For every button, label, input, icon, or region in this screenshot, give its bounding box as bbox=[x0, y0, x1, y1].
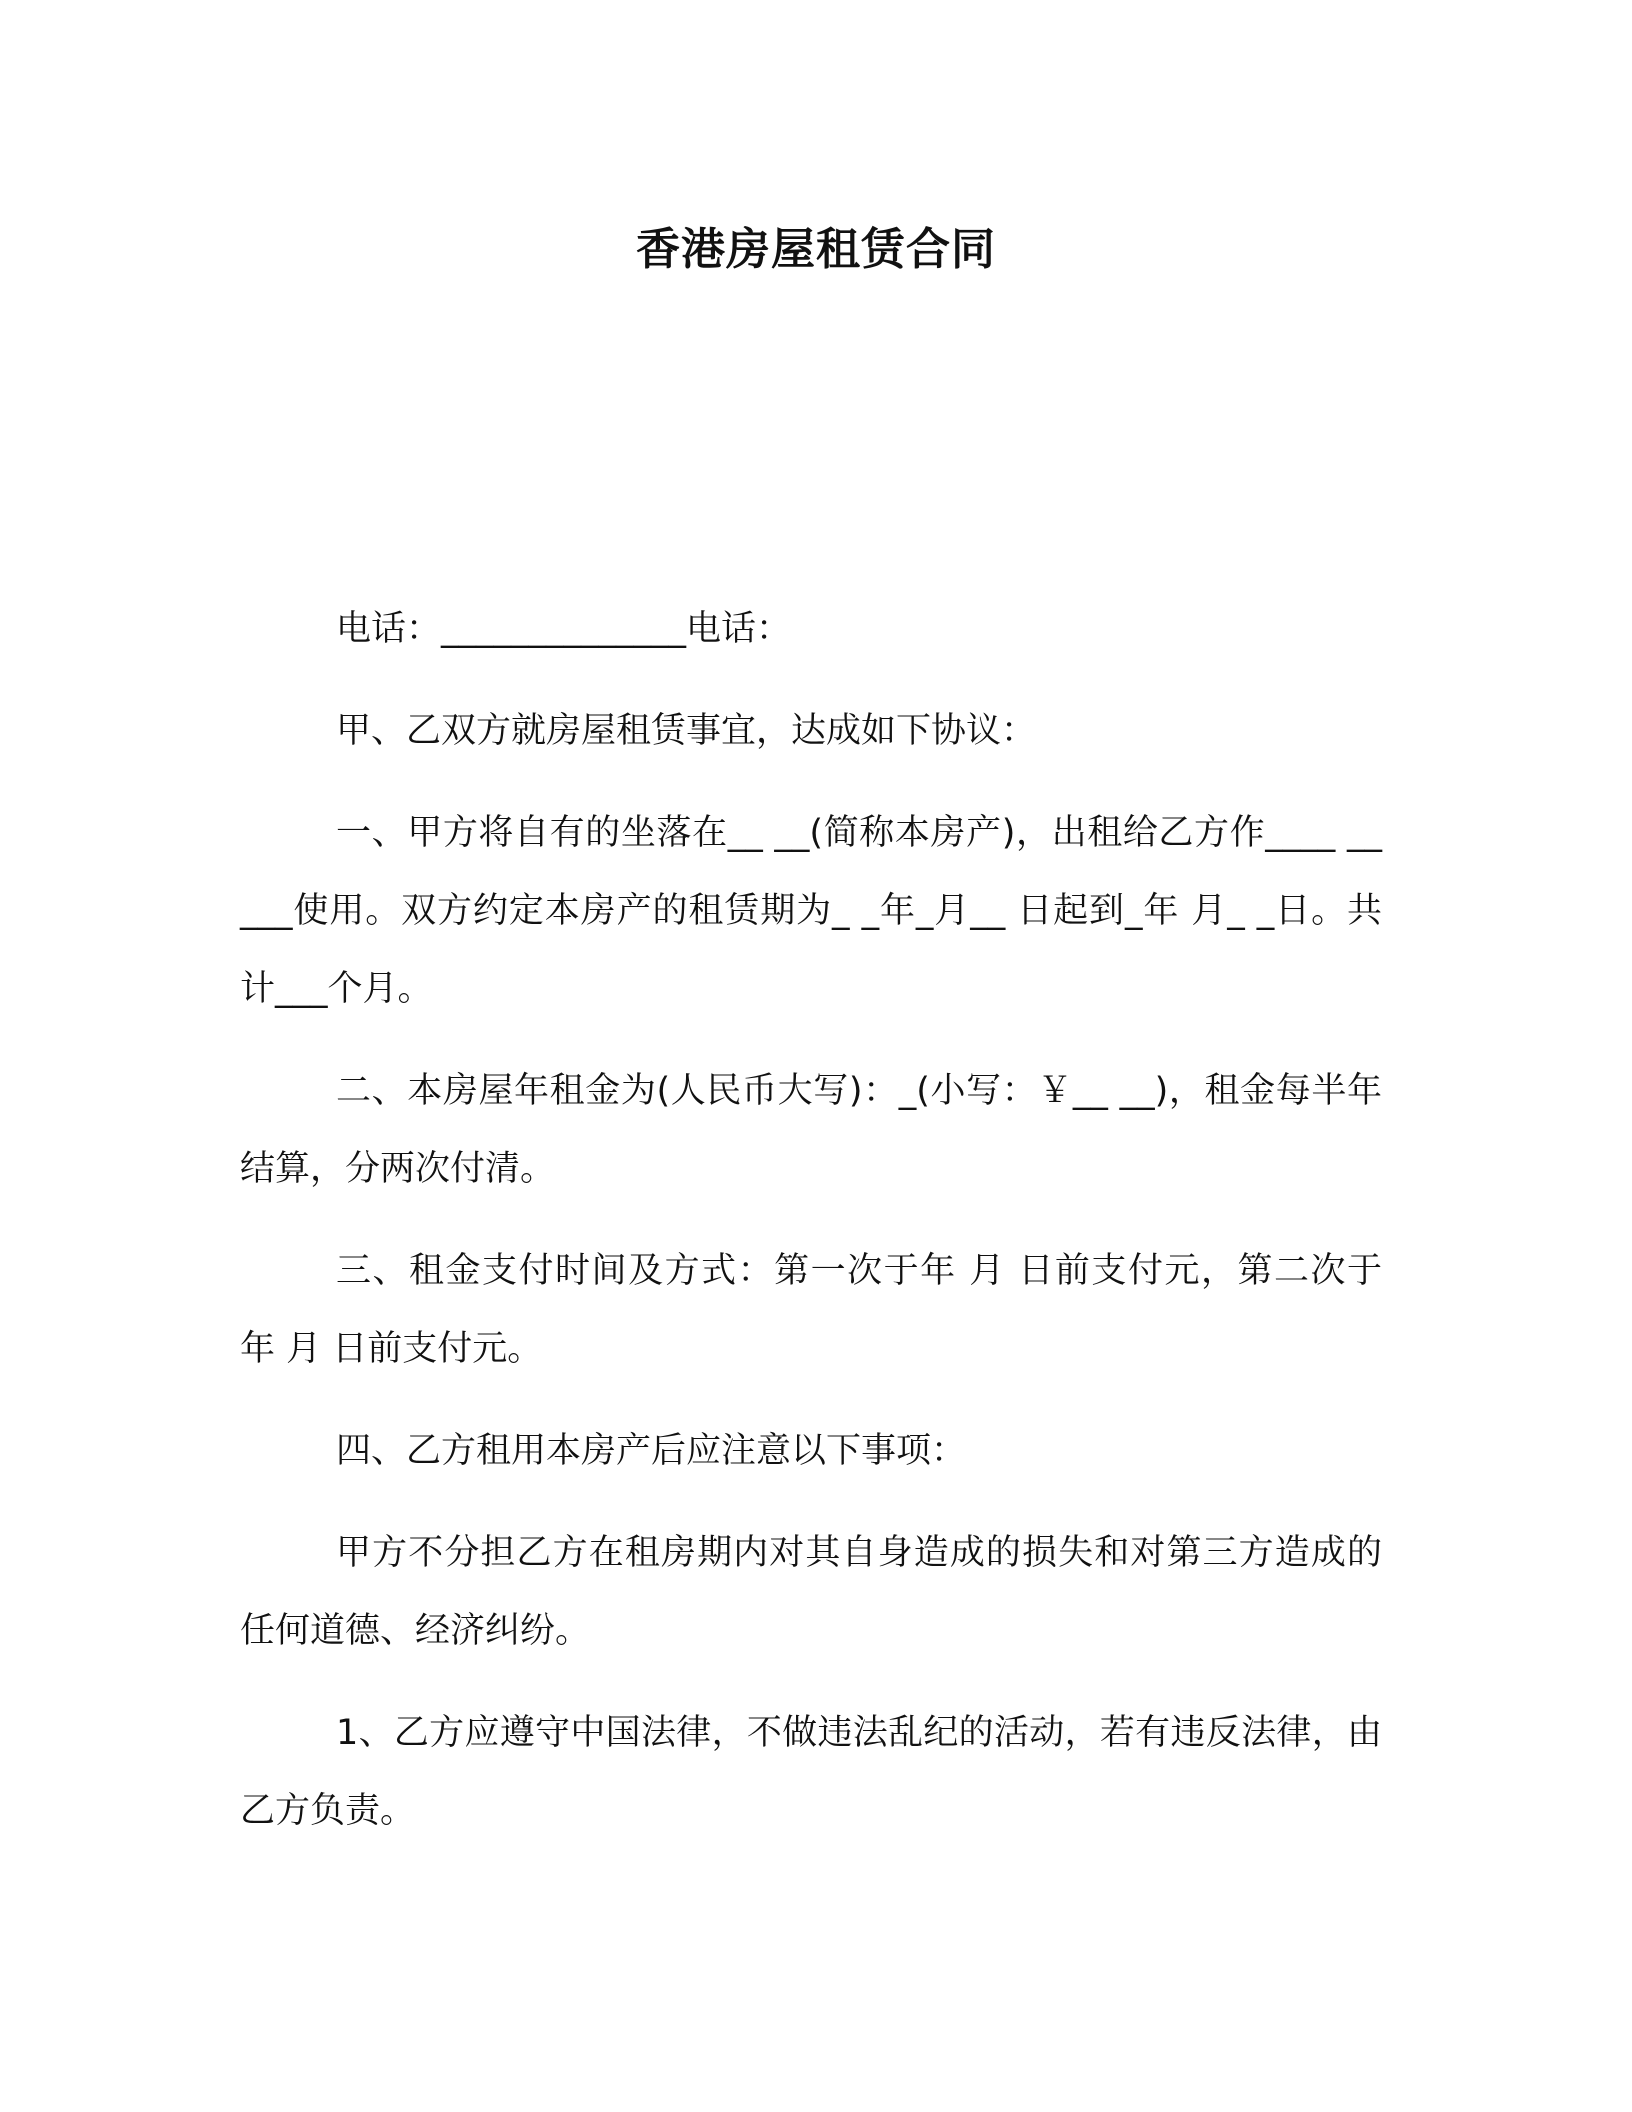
paragraph-agreement-intro: 甲、乙双方就房屋租赁事宜，达成如下协议： bbox=[336, 711, 1037, 751]
paragraph-clause-1: 一、甲方将自有的坐落在__ __(简称本房产)，出租给乙方作____ _____使用。双方约定本房产的租赁期为_ _年_月__ 日起到_年 月_ _日。共计___个月。 bbox=[240, 813, 1382, 1009]
paragraph-clause-3: 三、租金支付时间及方式：第一次于年 月 日前支付元，第二次于 年 月 日前支付元。 bbox=[240, 1251, 1382, 1369]
paragraph-phone: 电话：______________电话： bbox=[336, 609, 792, 649]
paragraph-item-1: 1、乙方应遵守中国法律，不做违法乱纪的活动，若有违反法律，由乙方负责。 bbox=[240, 1713, 1382, 1831]
paragraph-liability: 甲方不分担乙方在租房期内对其自身造成的损失和对第三方造成的任何道德、经济纠纷。 bbox=[240, 1533, 1382, 1651]
paragraph-clause-2: 二、本房屋年租金为(人民币大写)：_(小写：￥__ __)，租金每半年结算，分两次付清。 bbox=[240, 1071, 1382, 1189]
paragraph-clause-4: 四、乙方租用本房产后应注意以下事项： bbox=[336, 1431, 967, 1471]
document-title: 香港房屋租赁合同 bbox=[636, 224, 996, 275]
document-body bbox=[240, 590, 1382, 1874]
